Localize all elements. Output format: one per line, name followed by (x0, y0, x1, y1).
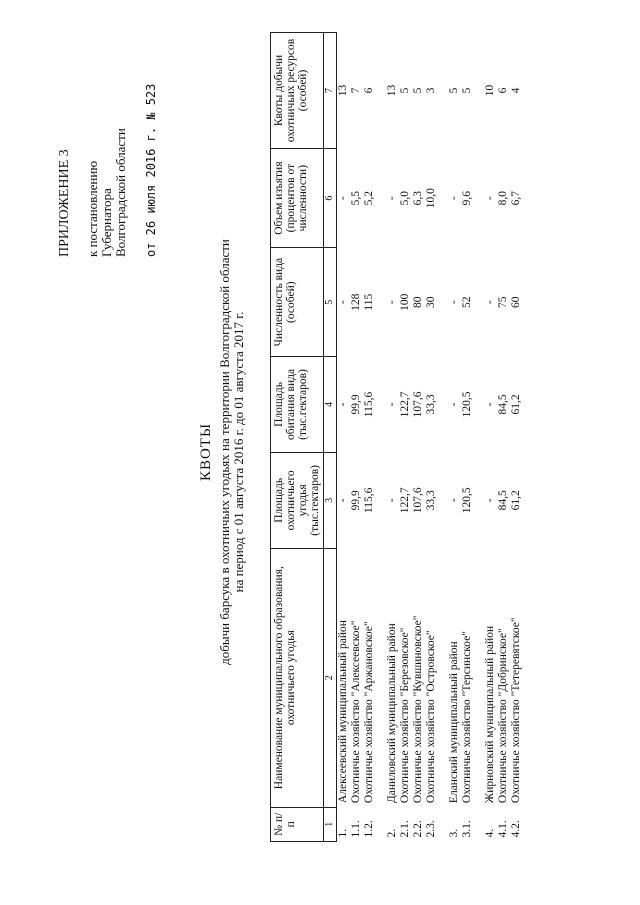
table-row (510, 33, 523, 842)
value-cell: 30 (425, 296, 437, 308)
value-cell: - (484, 402, 496, 407)
row-number-cell: 4.1. (497, 820, 509, 838)
value-cell: 33,3 (425, 490, 437, 511)
header-cell: Наименование муниципального образования, охотничьего угодья (271, 548, 324, 807)
value-cell: 115,6 (363, 391, 375, 418)
table-row (350, 33, 363, 842)
value-cell: 84,5 (497, 394, 509, 415)
value-cell (376, 148, 386, 247)
header-cell: Квоты добычи охотничьих ресурсов (особей) (271, 33, 324, 149)
value-cell: - (386, 498, 398, 503)
row-number-cell (474, 807, 484, 841)
value-cell: 10 (484, 84, 496, 97)
value-cell: 8,0 (497, 190, 509, 206)
value-cell: - (484, 196, 496, 201)
column-number: 7 (324, 33, 337, 149)
row-number-cell: 1.1. (350, 820, 362, 838)
value-cell: 13 (386, 84, 398, 97)
row-number-cell: 2.2. (412, 820, 424, 838)
value-cell (376, 248, 386, 357)
table-row (484, 33, 497, 842)
value-cell: 61,2 (510, 394, 522, 415)
header-line-3: Волгоградской области (113, 128, 128, 257)
header-cell: № п/п (271, 807, 324, 841)
value-cell: 5 (461, 87, 473, 94)
value-cell (376, 357, 386, 453)
value-cell: 10,0 (425, 188, 437, 209)
row-name-cell: Даниловский муниципальный район (386, 623, 398, 804)
value-cell: 33,3 (425, 394, 437, 415)
row-name-cell: Охотничье хозяйство "Алексеевское" (350, 620, 362, 804)
column-number: 2 (324, 548, 337, 807)
value-cell: 5 (448, 87, 460, 94)
value-cell: - (386, 402, 398, 407)
header-cell: Объем изъятия (процентов от численности) (271, 148, 324, 247)
value-cell (474, 148, 484, 247)
value-cell (376, 452, 386, 548)
value-cell: 107,6 (412, 487, 424, 514)
column-number: 3 (324, 452, 337, 548)
value-cell (438, 148, 448, 247)
value-cell: - (386, 300, 398, 305)
value-cell: 61,2 (510, 490, 522, 511)
value-cell: 115 (363, 293, 375, 311)
row-name-cell: Алексеевский муниципальный район (337, 620, 349, 804)
value-cell: 115,6 (363, 487, 375, 514)
value-cell: 5,0 (399, 190, 411, 206)
value-cell: 128 (350, 293, 362, 311)
table-row (399, 33, 412, 842)
row-name-cell (376, 548, 386, 807)
quota-table (270, 32, 523, 842)
table-row (337, 33, 351, 842)
row-number-cell: 4.2. (510, 820, 522, 838)
appendix-header (58, 37, 158, 257)
value-cell: 6,7 (510, 190, 522, 206)
table-header-row (271, 33, 324, 842)
value-cell: 120,5 (461, 487, 473, 514)
row-name-cell: Охотничье хозяйство "Тетеревятское" (510, 617, 522, 804)
value-cell: 6,3 (412, 190, 424, 206)
value-cell: - (337, 498, 349, 503)
value-cell (474, 248, 484, 357)
row-number-cell: 1.2. (363, 820, 375, 838)
column-number: 1 (324, 807, 337, 841)
value-cell (438, 452, 448, 548)
value-cell: 122,7 (399, 391, 411, 418)
decree-date: от 26 июля 2016 г. № 523 (144, 83, 158, 257)
header-cell: Численность вида (особей) (271, 248, 324, 357)
column-number-row (324, 33, 337, 842)
row-number-cell (376, 807, 386, 841)
value-cell (474, 452, 484, 548)
value-cell: 5,5 (350, 190, 362, 206)
spacer-row (376, 33, 386, 842)
table-row (412, 33, 425, 842)
row-number-cell: 3.1. (461, 820, 473, 838)
table-row (497, 33, 510, 842)
subtitle-line-2: на период с 01 августа 2016 г. до 01 августа 2017 г. (231, 311, 246, 593)
value-cell: 100 (399, 293, 411, 311)
value-cell (438, 357, 448, 453)
row-number-cell: 2.1. (399, 820, 411, 838)
column-number: 6 (324, 148, 337, 247)
header-cell: Площадь охотничьего угодья (тыс.гектаров) (271, 452, 324, 548)
value-cell: 6 (497, 87, 509, 94)
value-cell: 99,9 (350, 490, 362, 511)
value-cell: 7 (350, 87, 362, 94)
row-name-cell: Охотничье хозяйство "Добринское" (497, 628, 509, 804)
value-cell (438, 248, 448, 357)
value-cell: - (337, 196, 349, 201)
value-cell: - (337, 300, 349, 305)
table-row (461, 33, 474, 842)
document-title: КВОТЫ (198, 422, 214, 482)
value-cell: - (386, 196, 398, 201)
row-name-cell: Охотничье хозяйство "Березовское" (399, 627, 411, 804)
row-name-cell: Охотничье хозяйство "Аржановское" (363, 621, 375, 804)
rotated-page (20, 22, 620, 882)
value-cell: - (484, 498, 496, 503)
row-number-cell: 4. (484, 828, 496, 838)
value-cell: 4 (510, 87, 522, 94)
value-cell: 9,6 (461, 190, 473, 206)
value-cell: - (448, 498, 460, 503)
value-cell: 6 (363, 87, 375, 94)
value-cell: 99,9 (350, 394, 362, 415)
value-cell: 5 (399, 87, 411, 94)
row-name-cell: Охотничье хозяйство "Островское" (425, 630, 437, 804)
value-cell: - (484, 300, 496, 305)
column-number: 4 (324, 357, 337, 453)
value-cell (376, 33, 386, 149)
header-line-2: Губернатора (99, 188, 114, 257)
table-row (386, 33, 399, 842)
value-cell: 5,2 (363, 190, 375, 206)
row-name-cell: Охотничье хозяйство "Кувшиновское" (412, 615, 424, 804)
value-cell: - (448, 300, 460, 305)
row-name-cell: Охотничье хозяйство "Терсинское" (461, 631, 473, 804)
value-cell: 13 (337, 84, 349, 97)
value-cell: 3 (425, 87, 437, 94)
row-name-cell (474, 548, 484, 807)
subtitle-line-1: добычи барсука в охотничьих угодьях на территории Волгоградской области (217, 239, 232, 665)
table-row (448, 33, 461, 842)
value-cell: 84,5 (497, 490, 509, 511)
spacer-row (438, 33, 448, 842)
row-number-cell: 3. (448, 828, 460, 838)
value-cell: 80 (412, 296, 424, 308)
value-cell: - (448, 196, 460, 201)
row-name-cell: Жирновский муниципальный район (484, 625, 496, 804)
row-number-cell: 2.3. (425, 820, 437, 838)
row-number-cell: 1. (337, 828, 349, 838)
header-cell: Площадь обитания вида (тыс.гектаров) (271, 357, 324, 453)
row-name-cell (438, 548, 448, 807)
value-cell: 75 (497, 296, 509, 308)
row-number-cell: 2. (386, 828, 398, 838)
value-cell (438, 33, 448, 149)
value-cell (474, 33, 484, 149)
value-cell: 120,5 (461, 391, 473, 418)
spacer-row (474, 33, 484, 842)
row-number-cell (438, 807, 448, 841)
header-line-1: к постановлению (85, 160, 100, 257)
table-body (337, 33, 524, 842)
value-cell: 107,6 (412, 391, 424, 418)
value-cell: 5 (412, 87, 424, 94)
appendix-label: ПРИЛОЖЕНИЕ 3 (57, 149, 72, 257)
value-cell: 60 (510, 296, 522, 308)
value-cell: 122,7 (399, 487, 411, 514)
document-subtitle (218, 22, 246, 882)
table-row (425, 33, 438, 842)
value-cell: - (448, 402, 460, 407)
value-cell: 52 (461, 296, 473, 308)
column-number: 5 (324, 248, 337, 357)
value-cell (474, 357, 484, 453)
value-cell: - (337, 402, 349, 407)
table-row (363, 33, 376, 842)
row-name-cell: Еланский муниципальный район (448, 641, 460, 804)
